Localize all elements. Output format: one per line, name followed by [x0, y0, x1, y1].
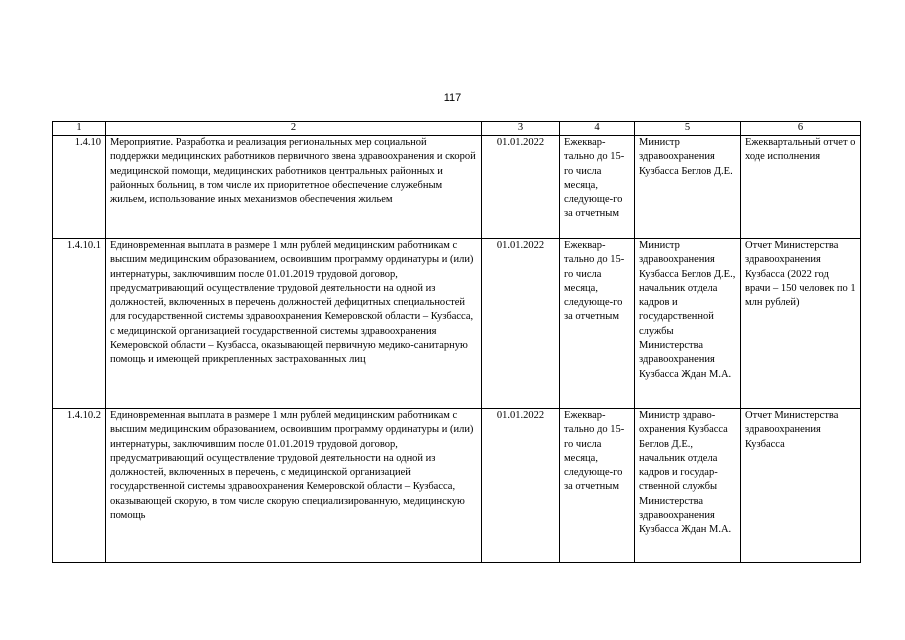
table-header-row: [53, 122, 861, 136]
reporting-period: Ежеквар-тально до 15-го числа месяца, следующе-го за отчетным: [560, 239, 635, 409]
start-date: 01.01.2022: [482, 136, 560, 239]
start-date: 01.01.2022: [482, 239, 560, 409]
table-row: [53, 136, 861, 239]
measure-description: Единовременная выплата в размере 1 млн рублей медицинским работникам с высшим медицинским образованием, освоившим программу ординатуры и (или) интернатуры, заключившим после 01.01.2019 трудовой договор, предусматривающий осуществление трудовой деятельности на одной из должностей, включенных в перечень должностей дефицитных специальностей для государственной системы здравоохранения Кемеровской области – Кузбасса, с медицинской организацией государственной системы здравоохранения Кемеровской области – Кузбасса, оказывающей первичную медико-санитарную помощь и имеющей прикрепленных застрахованных лиц: [106, 239, 482, 409]
reporting-period: Ежеквар-тально до 15-го числа месяца, следующе-го за отчетным: [560, 136, 635, 239]
column-header-1: 1: [53, 122, 106, 136]
column-header-5: 5: [635, 122, 741, 136]
column-header-2: 2: [106, 122, 482, 136]
row-number: 1.4.10.2: [53, 409, 106, 563]
reporting-period: Ежеквар-тально до 15-го числа месяца, следующе-го за отчетным: [560, 409, 635, 563]
measures-table: [52, 121, 861, 563]
column-header-6: 6: [741, 122, 861, 136]
measure-description: Единовременная выплата в размере 1 млн рублей медицинским работникам с высшим медицинским образованием, освоившим программу ординатуры и (или) интернатуры, заключившим после 01.01.2019 трудовой договор, предусматривающий осуществление трудовой деятельности на одной из должностей, включенных в перечень, с медицинской организацией государственной системы здравоохранения Кемеровской области – Кузбасса, оказывающей скорую, в том числе скорую специализированную, медицинскую помощь: [106, 409, 482, 563]
responsible-person: Министр здравоохранения Кузбасса Беглов Д.Е.: [635, 136, 741, 239]
table-row: [53, 409, 861, 563]
row-number: 1.4.10: [53, 136, 106, 239]
responsible-person: Министр здравоохранения Кузбасса Беглов Д.Е., начальник отдела кадров и государственной службы Министерства здравоохранения Кузбасса Ждан М.А.: [635, 239, 741, 409]
column-header-4: 4: [560, 122, 635, 136]
report-form: Отчет Министерства здравоохранения Кузбасса: [741, 409, 861, 563]
responsible-person: Министр здраво-охранения Кузбасса Беглов Д.Е., начальник отдела кадров и государ-ственной службы Министерства здравоохранения Кузбасса Ждан М.А.: [635, 409, 741, 563]
report-form: Отчет Министерства здравоохранения Кузбасса (2022 год врачи – 150 человек по 1 млн рублей): [741, 239, 861, 409]
row-number: 1.4.10.1: [53, 239, 106, 409]
page-number: 117: [443, 92, 462, 104]
report-form: Ежеквартальный отчет о ходе исполнения: [741, 136, 861, 239]
table-row: [53, 239, 861, 409]
measure-description: Мероприятие. Разработка и реализация региональных мер социальной поддержки медицинских работников первичного звена здравоохранения и скорой медицинской помощи, медицинских работников центральных районных и районных больниц, в том числе их приоритетное обеспечение служебным жильем, использование иных механизмов обеспечения жильем: [106, 136, 482, 239]
start-date: 01.01.2022: [482, 409, 560, 563]
column-header-3: 3: [482, 122, 560, 136]
